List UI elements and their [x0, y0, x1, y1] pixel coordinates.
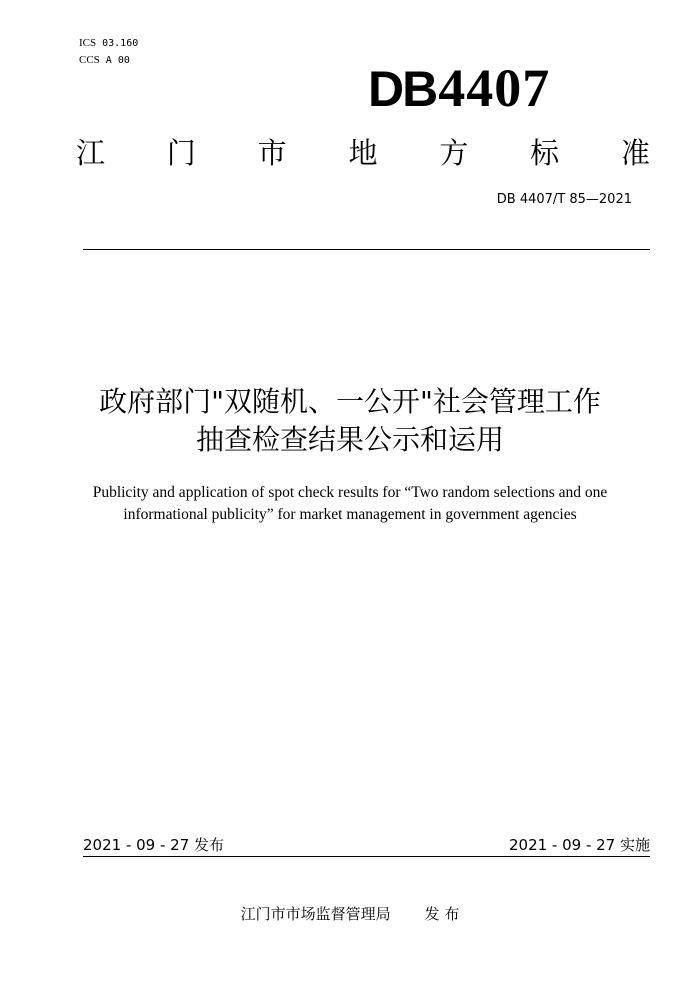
chinese-title-line1: 政府部门"双随机、一公开"社会管理工作	[99, 385, 601, 418]
heading-char: 标	[530, 136, 560, 170]
bottom-divider	[83, 856, 650, 857]
issue-word: 发 布	[424, 905, 460, 923]
ccs-code: CCS A 00	[79, 54, 130, 66]
heading-char: 准	[620, 136, 650, 170]
issuer-line	[0, 903, 700, 925]
logo-number: 4407	[438, 58, 551, 118]
top-divider	[83, 249, 650, 250]
standard-type-heading	[76, 133, 650, 173]
english-title: Publicity and application of spot check results for “Two random selections and one informational publicity” for market management in government agencies	[92, 484, 608, 523]
standard-number: DB 4407/T 85—2021	[496, 192, 632, 207]
heading-char: 市	[257, 136, 287, 170]
heading-char: 江	[76, 136, 106, 170]
logo-db: DB	[368, 61, 437, 117]
heading-char: 门	[166, 136, 196, 170]
chinese-title-line2: 抽查检查结果公示和运用	[195, 423, 504, 456]
ics-code: ICS 03.160	[79, 37, 139, 49]
implement-date: 2021 - 09 - 27 实施	[508, 836, 650, 854]
standard-logo	[368, 58, 550, 119]
classification-codes	[79, 35, 138, 69]
publish-date: 2021 - 09 - 27 发布	[83, 836, 225, 854]
issuer-name: 江门市市场监督管理局	[240, 905, 391, 923]
heading-char: 方	[439, 136, 469, 170]
heading-char: 地	[348, 136, 378, 170]
